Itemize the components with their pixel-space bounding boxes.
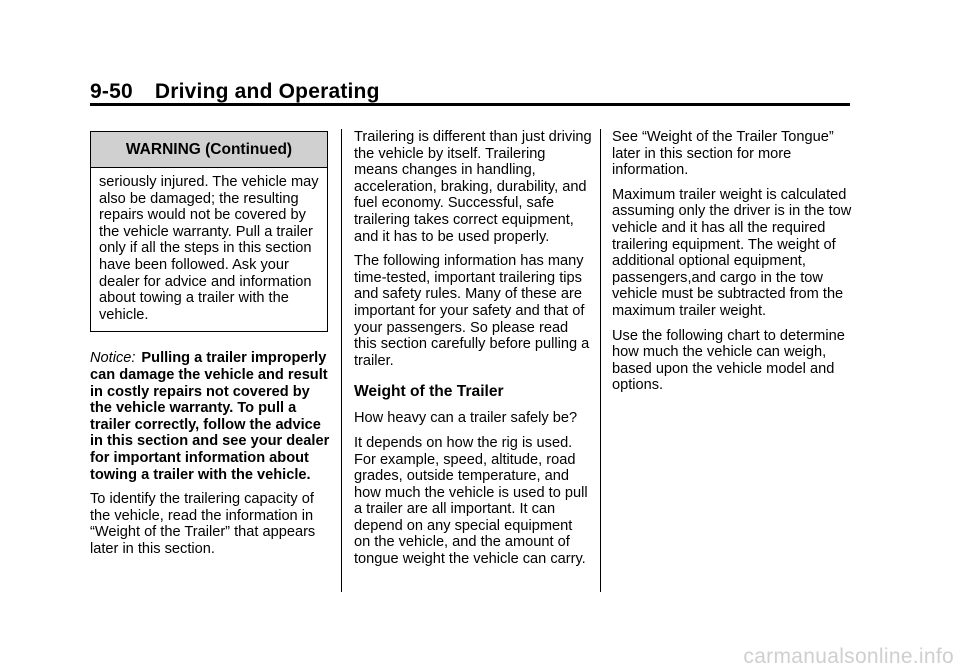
weight-depends-paragraph: It depends on how the rig is used. For example, speed, altitude, road grades, outside temperature, and how much the vehicle is used to pull a trailer are all important. It can depend on any special equipment on the vehicle, and the amount of tongue weight the vehicle can carry. xyxy=(354,434,588,568)
tongue-weight-reference-paragraph: See “Weight of the Trailer Tongue” later in this section for more information. xyxy=(612,129,834,179)
column-divider-2 xyxy=(600,129,601,592)
page-header xyxy=(90,80,380,104)
page-number: 9-50 xyxy=(90,80,133,103)
section-title: Driving and Operating xyxy=(154,80,380,103)
column-divider-1 xyxy=(341,129,342,592)
weight-of-trailer-heading: Weight of the Trailer xyxy=(354,383,504,401)
trailering-tips-paragraph: The following information has many time-tested, important trailering tips and safety rules. Many of these are important for your safety and that of your passengers. So please read this section carefully before pulling a trailer. xyxy=(354,253,590,369)
watermark: carmanualsonline.info xyxy=(743,645,954,668)
notice-text: Pulling a trailer improperly can damage the vehicle and result in costly repairs not covered by the vehicle warranty. To pull a trailer correctly, follow the advice in this section and see your dealer for important information about towing a trailer with the vehicle. xyxy=(90,350,330,483)
weight-question-paragraph: How heavy can a trailer safely be? xyxy=(354,410,578,427)
chart-instruction-paragraph: Use the following chart to determine how much the vehicle can weigh, based upon the vehicle model and options. xyxy=(612,327,845,394)
notice-paragraph xyxy=(90,350,332,483)
trailering-intro-paragraph: Trailering is different than just driving the vehicle by itself. Trailering means changes in handling, acceleration, braking, durability, and fuel economy. Successful, safe trailering takes correct equipment, and it has to be used properly. xyxy=(354,129,592,245)
trailering-capacity-paragraph: To identify the trailering capacity of the vehicle, read the information in “Weight of the Trailer” that appears later in this section. xyxy=(90,491,316,557)
max-weight-paragraph: Maximum trailer weight is calculated assuming only the driver is in the tow vehicle and it has all the required trailering equipment. The weight of additional optional equipment, passengers,and cargo in the tow vehicle must be subtracted from the maximum trailer weight. xyxy=(612,186,852,319)
notice-label: Notice: xyxy=(90,350,136,367)
column-1 xyxy=(90,131,332,565)
column-3 xyxy=(612,129,852,402)
warning-body: seriously injured. The vehicle may also be damaged; the resulting repairs would not be covered by the vehicle warranty. Pull a trailer only if all the steps in this section have been followed. Ask your dealer for advice and information about towing a trailer with the vehicle. xyxy=(99,174,319,323)
header-rule xyxy=(90,103,850,106)
warning-box xyxy=(90,131,328,332)
warning-title: WARNING (Continued) xyxy=(91,132,327,168)
column-2 xyxy=(354,129,592,576)
